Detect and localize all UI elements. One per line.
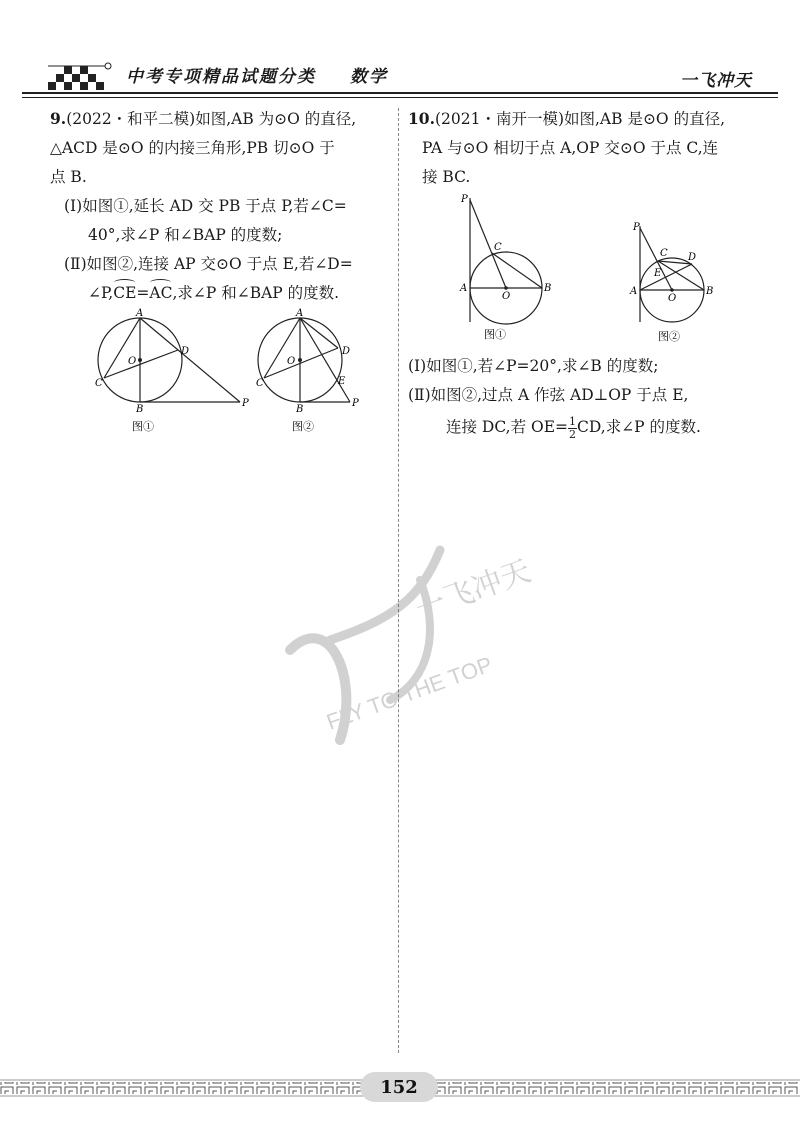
page-header <box>22 58 778 104</box>
q9-fig1-caption: 图① <box>132 420 154 433</box>
subject-label: 数学 <box>350 67 388 87</box>
q9-part1-line1: (Ⅰ)如图①,延长 AD 交 PB 于点 P,若∠C= <box>64 197 347 215</box>
header-rule <box>22 92 778 94</box>
label-b: B <box>136 404 144 415</box>
watermark-logo <box>270 540 540 750</box>
q9-part2-line1: (Ⅱ)如图②,连接 AP 交⊙O 于点 E,若∠D= <box>64 255 353 273</box>
arc-ac: AC <box>149 279 172 308</box>
label-e: E <box>654 268 662 279</box>
q9-figure-1 <box>92 308 252 436</box>
q9-stem-line3: 点 B. <box>50 168 87 186</box>
label-a: A <box>460 283 468 294</box>
q10-figure-1 <box>456 190 556 345</box>
fraction-one-half: $\frac{1}{2}$ <box>569 414 577 441</box>
book-title: 中考专项精品试题分类 <box>126 67 316 87</box>
q10-stem-line1: 10.(2021・南开一模)如图,AB 是⊙O 的直径, <box>408 109 725 128</box>
label-e: E <box>338 376 346 387</box>
q9-part1-line2: 40°,求∠P 和∠BAP 的度数; <box>88 226 283 244</box>
q9-stem-line1: 9.(2022・和平二模)如图,AB 为⊙O 的直径, <box>50 109 357 128</box>
watermark-cn: 一飞冲天 <box>410 553 536 628</box>
label-o: O <box>668 293 677 304</box>
label-c: C <box>494 242 502 253</box>
arc-ce: CE <box>113 279 136 308</box>
label-o: O <box>287 356 296 367</box>
label-b: B <box>706 286 714 297</box>
q10-figure-2 <box>626 216 726 346</box>
header-rule-thin <box>22 97 778 98</box>
q10-part1: (Ⅰ)如图①,若∠P=20°,求∠B 的度数; <box>408 357 659 375</box>
q9-stem-line2: △ACD 是⊙O 的内接三角形,PB 切⊙O 于 <box>50 139 335 157</box>
checker-logo-icon <box>48 62 118 92</box>
q9-part2-line2: ∠P,CE=AC,求∠P 和∠BAP 的度数. <box>50 279 390 308</box>
q10-stem-line3: 接 BC. <box>422 168 471 186</box>
label-d: D <box>688 252 697 263</box>
label-c: C <box>95 378 103 389</box>
question-9 <box>50 104 390 308</box>
q9-figure-2 <box>256 308 366 436</box>
label-d: D <box>181 346 190 357</box>
label-p: P <box>352 398 359 409</box>
label-o: O <box>502 291 511 302</box>
label-p: P <box>242 398 249 409</box>
page-number-badge <box>360 1072 438 1102</box>
question-10 <box>408 104 758 192</box>
q10-fig1-caption: 图① <box>484 328 506 341</box>
q10-number: 10. <box>408 109 435 128</box>
label-a: A <box>136 308 144 319</box>
label-p: P <box>461 194 468 205</box>
label-c: C <box>660 248 668 259</box>
q9-number: 9. <box>50 109 67 128</box>
q10-fig2-caption: 图② <box>658 330 680 343</box>
label-a: A <box>296 308 304 319</box>
label-a: A <box>630 286 638 297</box>
label-c: C <box>256 378 264 389</box>
q10-part2-line2: 连接 DC,若 OE= $\frac{1}{2}$ CD,求∠P 的度数. <box>446 414 701 441</box>
q10-stem-line2: PA 与⊙O 相切于点 A,OP 交⊙O 于点 C,连 <box>422 139 719 157</box>
q10-part2-line1: (Ⅱ)如图②,过点 A 作弦 AD⊥OP 于点 E, <box>408 386 689 404</box>
page-number: 152 <box>380 1076 418 1098</box>
watermark-en: FLY TO THE TOP <box>323 651 496 735</box>
label-p: P <box>633 222 640 233</box>
label-o: O <box>128 356 137 367</box>
question-10-parts <box>408 352 758 444</box>
q9-fig2-caption: 图② <box>292 420 314 433</box>
label-d: D <box>342 346 351 357</box>
label-b: B <box>544 283 552 294</box>
brand-label: 一飞冲天 <box>680 71 752 91</box>
label-b: B <box>296 404 304 415</box>
